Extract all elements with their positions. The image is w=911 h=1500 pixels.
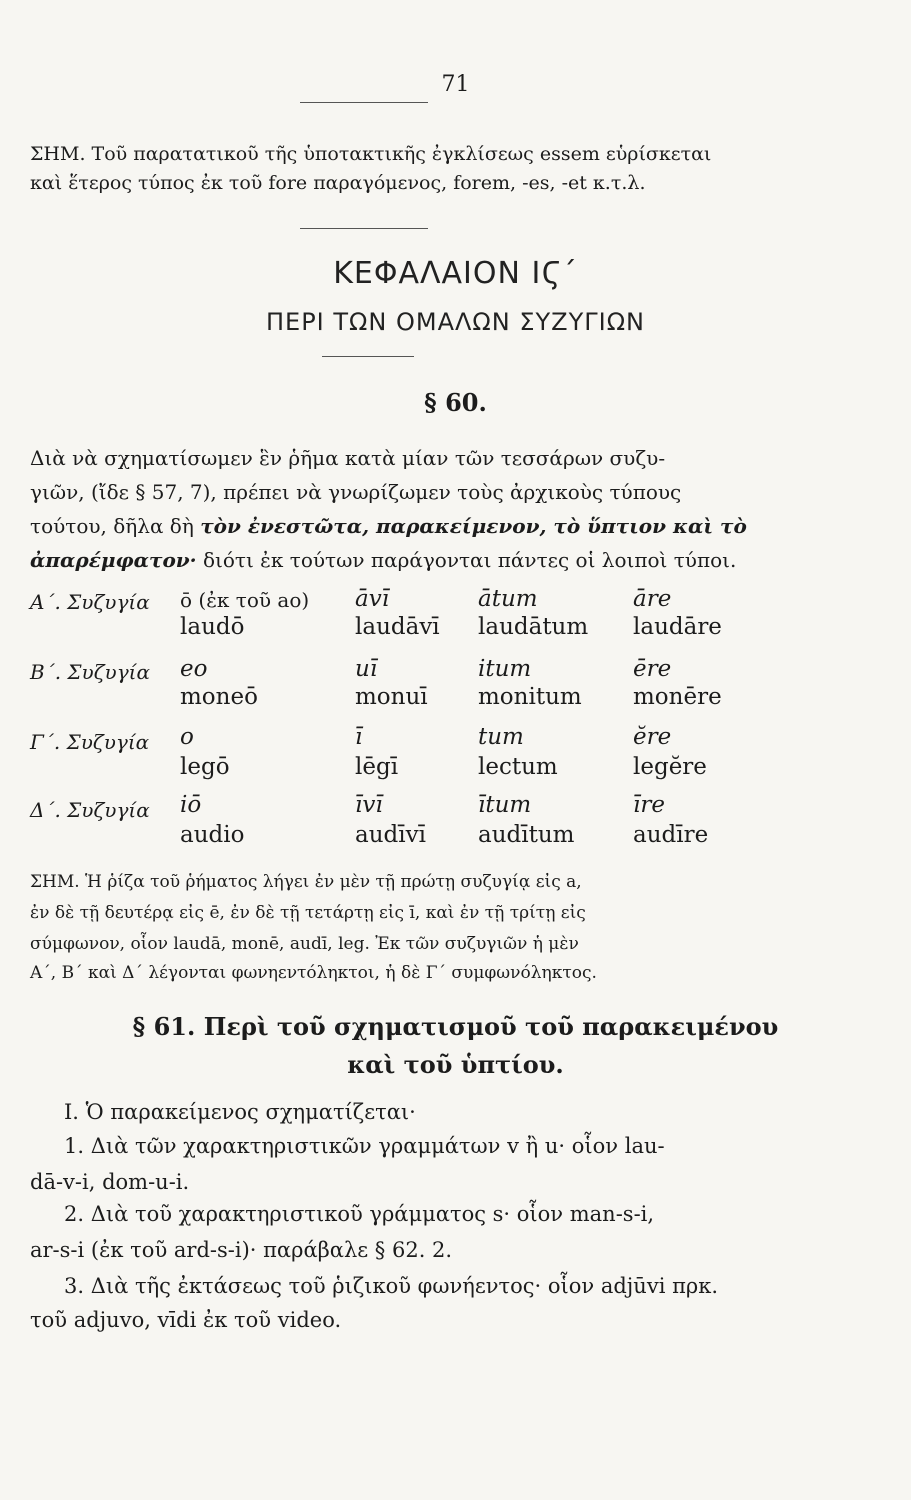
conj-1-label: Α΄. Συζυγία [30,590,150,614]
conj-4-example-supine: audītum [478,822,575,848]
section-61-item-5: ar-s-i (ἐκ τοῦ ard-s-i)· παράβαλε § 62. 2. [30,1238,453,1262]
section-61-item-4: 2. Διὰ τοῦ χαρακτηριστικοῦ γράμματος s· οἷον man-s-i, [64,1202,655,1226]
conj-1-example-present: laudō [180,614,245,640]
section-61-item-6: 3. Διὰ τῆς ἐκτάσεως τοῦ ῥιζικοῦ φωνήεντος· οἷον adjūvi πρκ. [64,1274,719,1298]
conj-1-ending-perfect: āvī [355,586,390,612]
note-1 [30,140,711,198]
conj-4-ending-present: iō [180,792,202,818]
section-60-line-3-text: τούτου, δῆλα δὴ [30,514,201,538]
note-1-line-2: καὶ ἕτερος τύπος ἐκ τοῦ fore παραγόμενος, forem, -es, -et κ.τ.λ. [30,172,646,194]
section-60-line-2: γιῶν, (ἴδε § 57, 7), πρέπει νὰ γνωρίζωμεν τοὺς ἀρχικοὺς τύπους [30,480,682,504]
conj-4-example-infinitive: audīre [633,822,709,848]
page-number-rule [300,102,428,103]
note-2-line-1: ΣΗΜ. Ἡ ῥίζα τοῦ ῥήματος λήγει ἐν μὲν τῇ πρώτῃ συζυγίᾳ εἰς a, [30,872,582,892]
section-61-item-2: 1. Διὰ τῶν χαρακτηριστικῶν γραμμάτων v ἢ u· οἷον lau- [64,1134,665,1158]
conj-2-label: Β΄. Συζυγία [30,660,151,684]
section-60-line-4 [30,548,736,572]
conj-1-example-infinitive: laudāre [633,614,722,640]
section-60-line-1: Διὰ νὰ σχηματίσωμεν ἓν ῥῆμα κατὰ μίαν τῶν τεσσάρων συζυ- [30,446,666,470]
note-1-line-1: ΣΗΜ. Τοῦ παρατατικοῦ τῆς ὑποτακτικῆς ἐγκλίσεως essem εὑρίσκεται [30,143,712,165]
section-61-item-1: Ι. Ὁ παρακείμενος σχηματίζεται· [64,1100,416,1124]
section-60-heading: § 60. [424,388,487,417]
conj-3-label: Γ΄. Συζυγία [30,730,150,754]
section-61-heading-line-2: καὶ τοῦ ὑπτίου. [347,1050,564,1079]
conj-3-ending-infinitive: ĕre [633,724,672,750]
page-number: 71 [441,72,470,97]
conj-4-ending-supine: ītum [478,792,532,818]
chapter-title: ΚΕΦΑΛΑΙΟΝ ΙϚ΄ [333,256,578,291]
section-60-emphasis-2: ἀπαρέμφατον· [30,548,197,572]
note-2-line-2: ἐν δὲ τῇ δευτέρᾳ εἰς ē, ἐν δὲ τῇ τετάρτῃ εἰς ī, καὶ ἐν τῇ τρίτῃ εἰς [30,903,586,923]
section-61-item-7: τοῦ adjuvo, vīdi ἐκ τοῦ video. [30,1308,342,1332]
chapter-subtitle: ΠΕΡΙ ΤΩΝ ΟΜΑΛΩΝ ΣΥΖΥΓΙΩΝ [266,308,645,336]
section-61-item-3: dā-v-i, dom-u-i. [30,1170,190,1194]
conj-1-ending-present: ō (ἐκ τοῦ ao) [180,588,310,612]
conj-2-example-infinitive: monēre [633,684,722,710]
conj-2-example-present: moneō [180,684,258,710]
conj-1-example-supine: laudātum [478,614,589,640]
conj-3-example-supine: lectum [478,754,558,780]
conj-2-ending-perfect: uī [355,656,378,682]
conj-2-ending-supine: itum [478,656,532,682]
conj-1-example-perfect: laudāvī [355,614,440,640]
note-2-line-4: Α΄, Β΄ καὶ Δ΄ λέγονται φωνηεντόληκτοι, ἡ δὲ Γ΄ συμφωνόληκτος. [30,963,597,983]
conj-4-ending-perfect: īvī [355,792,383,818]
section-60-line-3 [30,514,747,538]
section-61-heading-line-1: § 61. Περὶ τοῦ σχηματισμοῦ τοῦ παρακειμένου [132,1012,779,1041]
conj-3-example-infinitive: legĕre [633,754,707,780]
conj-3-ending-perfect: ī [355,724,363,750]
section-60-line-4-text: διότι ἐκ τούτων παράγονται πάντες οἱ λοιποὶ τύποι. [196,548,737,572]
conj-2-ending-infinitive: ēre [633,656,672,682]
conj-3-ending-present: o [180,724,194,750]
conj-3-example-perfect: lēgī [355,754,399,780]
conj-4-example-present: audio [180,822,245,848]
divider-rule [300,228,428,229]
note-2-line-3: σύμφωνον, οἷον laudā, monē, audī, leg. Ἐκ τῶν συζυγιῶν ἡ μὲν [30,934,579,954]
conj-2-example-perfect: monuī [355,684,428,710]
conj-2-example-supine: monitum [478,684,582,710]
conj-4-ending-infinitive: īre [633,792,665,818]
conj-3-example-present: legō [180,754,230,780]
conj-2-ending-present: eo [180,656,208,682]
section-60-emphasis-1: τὸν ἐνεστῶτα, παρακείμενον, τὸ ὕπτιον καὶ τὸ [200,514,747,538]
conj-4-example-perfect: audīvī [355,822,426,848]
conj-1-ending-infinitive: āre [633,586,672,612]
chapter-rule [322,356,414,357]
conj-4-label: Δ΄. Συζυγία [30,798,150,822]
conj-1-ending-supine: ātum [478,586,538,612]
conj-3-ending-supine: tum [478,724,524,750]
